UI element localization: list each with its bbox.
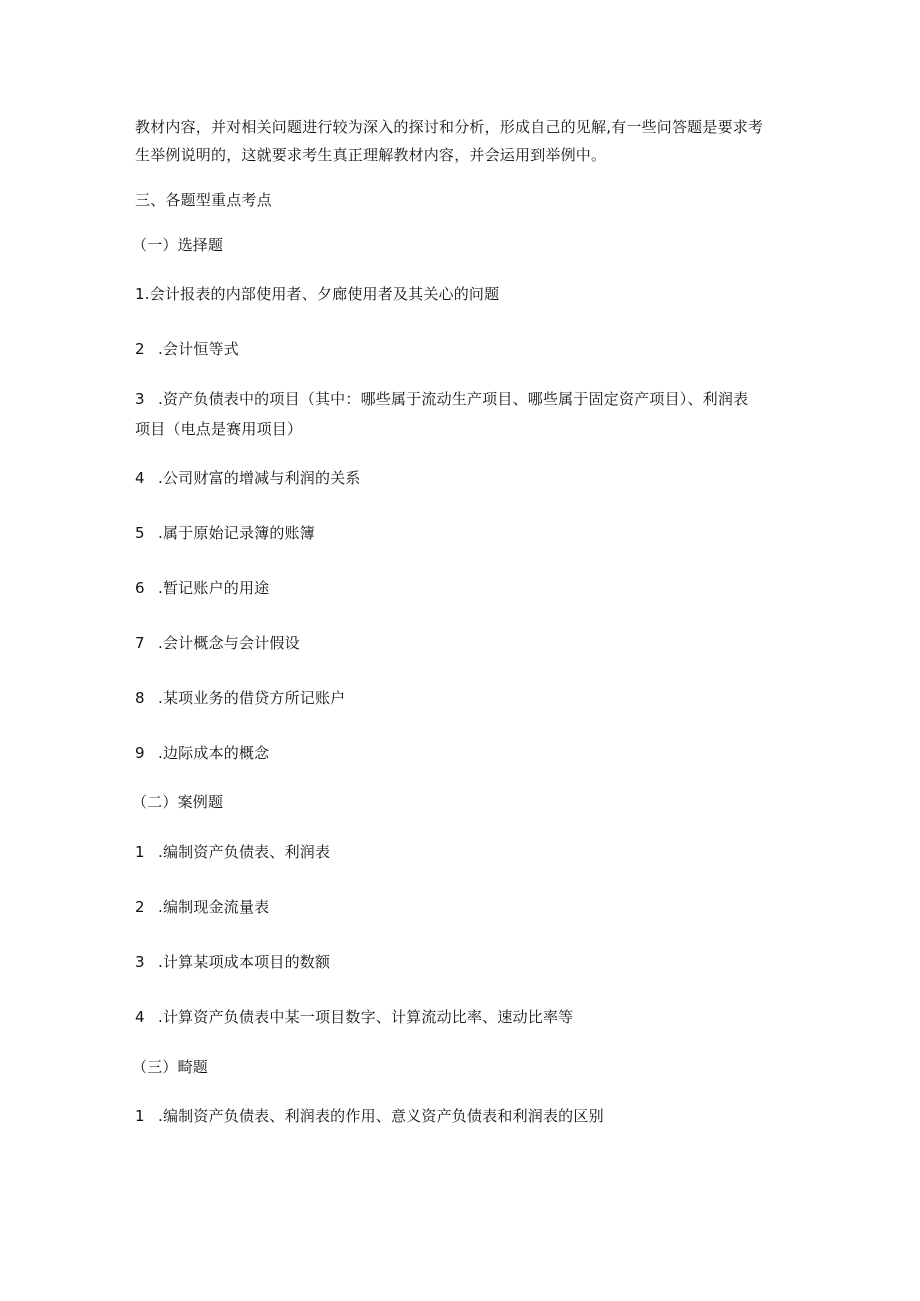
item-number: 1 <box>135 843 145 861</box>
item-text: .某项业务的借贷方所记账户 <box>158 689 346 707</box>
list-item-continuation: 项目（电点是赛用项目） <box>135 420 303 438</box>
list-item <box>135 633 300 653</box>
item-number: 2 <box>135 898 145 916</box>
section-title-short: （三）畸题 <box>132 1058 209 1076</box>
item-number: 2 <box>135 340 145 358</box>
list-item <box>135 339 239 359</box>
item-number: 3 <box>135 390 145 408</box>
list-item <box>135 284 499 304</box>
item-number: 4 <box>135 469 145 487</box>
item-text: .编制资产负债表、利润表 <box>158 843 331 861</box>
item-text: .计算资产负债表中某一项目数字、计算流动比率、速动比率等 <box>158 1008 574 1026</box>
section-title-case: （二）案例题 <box>132 793 224 811</box>
list-item <box>135 389 748 409</box>
item-number: 7 <box>135 634 145 652</box>
item-text: .编制资产负债表、利润表的作用、意义资产负债表和利润表的区别 <box>158 1107 604 1125</box>
list-item <box>135 1106 604 1126</box>
item-text: .属于原始记录簿的账簿 <box>158 524 315 542</box>
item-number: 1 <box>135 1107 145 1125</box>
section-heading: 三、各题型重点考点 <box>135 191 272 209</box>
item-number: 3 <box>135 953 145 971</box>
list-item <box>135 743 269 763</box>
item-text: .资产负债表中的项目（其中：哪些属于流动生产项目、哪些属于固定资产项目）、利润表 <box>158 390 749 408</box>
section-title-choice: （一）选择题 <box>132 236 224 254</box>
list-item <box>135 523 315 543</box>
item-number: 9 <box>135 744 145 762</box>
item-text: .边际成本的概念 <box>158 744 270 762</box>
item-number: 1 <box>135 285 145 303</box>
list-item <box>135 897 269 917</box>
item-text: .会计恒等式 <box>158 340 239 358</box>
intro-line-1: 教材内容，并对相关问题进行较为深入的探讨和分析，形成自己的见解,有一些问答题是要求考 <box>135 118 764 136</box>
item-text: .暂记账户的用途 <box>158 579 270 597</box>
item-text: .会计报表的内部使用者、夕廊使用者及其关心的问题 <box>144 285 500 303</box>
list-item <box>135 842 330 862</box>
item-number: 4 <box>135 1008 145 1026</box>
intro-line-2: 生举例说明的，这就要求考生真正理解教材内容，并会运用到举例中。 <box>135 146 607 164</box>
list-item <box>135 1007 573 1027</box>
list-item <box>135 578 269 598</box>
item-text: .会计概念与会计假设 <box>158 634 300 652</box>
item-text: .公司财富的增减与利润的关系 <box>158 469 361 487</box>
item-number: 5 <box>135 524 145 542</box>
list-item <box>135 952 330 972</box>
list-item <box>135 468 361 488</box>
item-number: 8 <box>135 689 145 707</box>
item-text: .计算某项成本项目的数额 <box>158 953 331 971</box>
list-item <box>135 688 345 708</box>
item-text: .编制现金流量表 <box>158 898 270 916</box>
item-number: 6 <box>135 579 145 597</box>
